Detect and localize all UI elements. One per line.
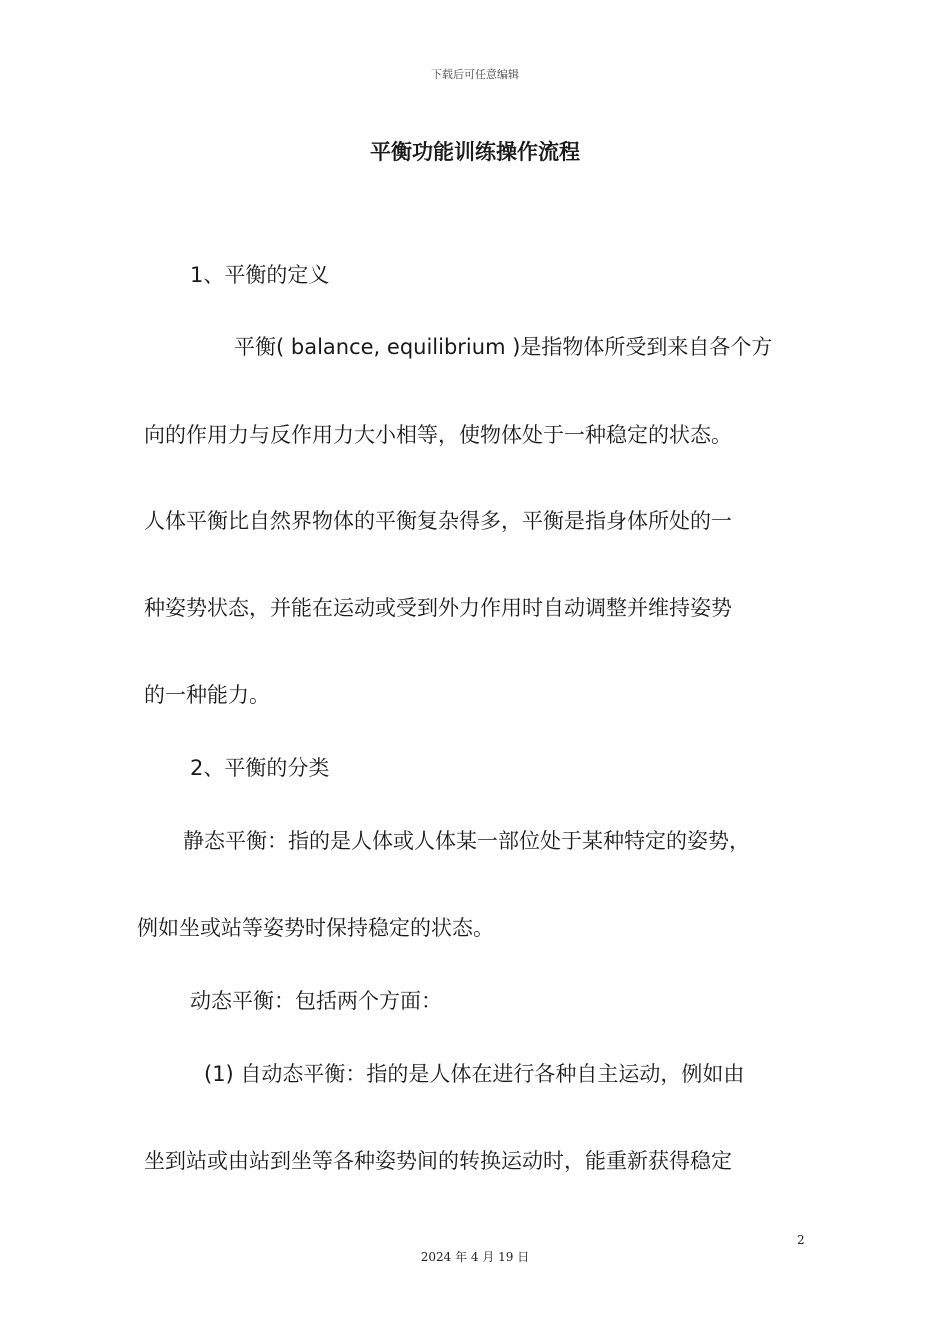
paragraph-line: 向的作用力与反作用力大小相等，使物体处于一种稳定的状态。 [144,423,732,447]
paragraph-line: 的一种能力。 [144,683,270,707]
footer-date: 2024 年 4 月 19 日 [420,1250,530,1264]
section-heading-definition: 1、平衡的定义 [190,263,330,287]
section-heading-classification: 2、平衡的分类 [190,756,330,780]
header-note: 下载后可任意编辑 [431,68,519,81]
paragraph-line: 静态平衡：指的是人体或人体某一部位处于某种特定的姿势， [183,829,750,853]
paragraph-line: 坐到站或由站到坐等各种姿势间的转换运动时，能重新获得稳定 [144,1149,732,1173]
paragraph-line: 动态平衡：包括两个方面： [190,989,442,1013]
paragraph-line: 种姿势状态，并能在运动或受到外力作用时自动调整并维持姿势 [144,596,732,620]
document-title: 平衡功能训练操作流程 [370,140,580,164]
paragraph-line: 平衡( balance, equilibrium )是指物体所受到来自各个方 [234,335,773,359]
paragraph-line: 例如坐或站等姿势时保持稳定的状态。 [137,916,494,940]
paragraph-line: (1) 自动态平衡：指的是人体在进行各种自主运动，例如由 [204,1062,745,1086]
paragraph-line: 人体平衡比自然界物体的平衡复杂得多，平衡是指身体所处的一 [144,509,732,533]
page-number: 2 [797,1233,805,1247]
